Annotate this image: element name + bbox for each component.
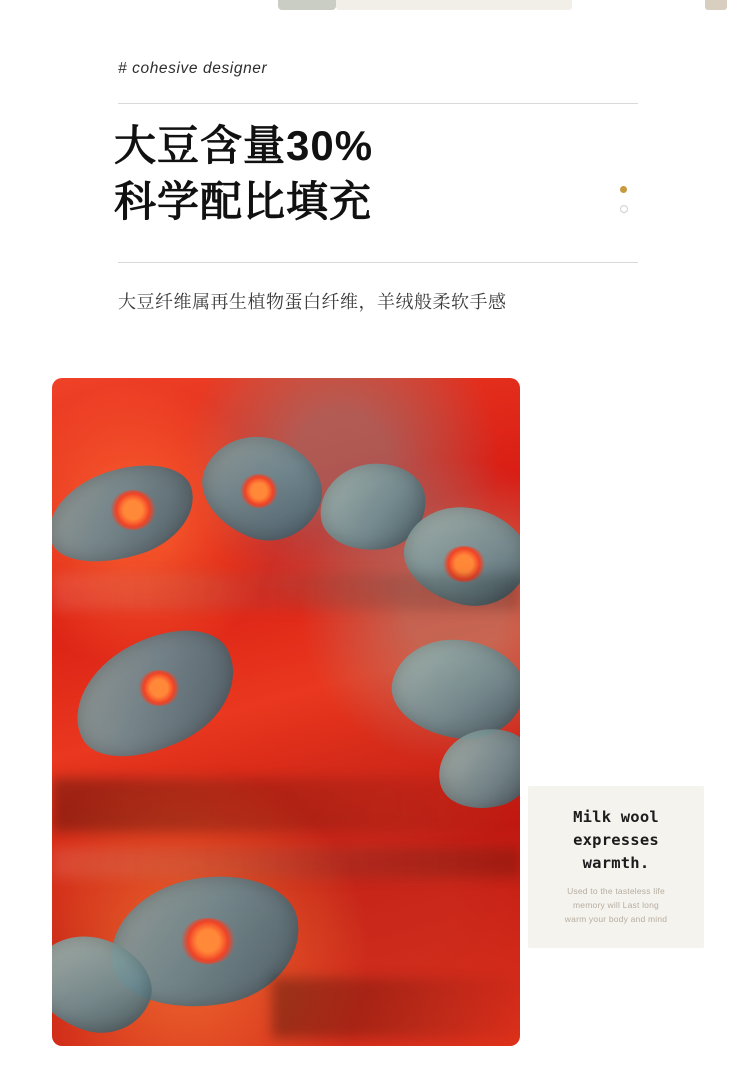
top-cutoff-strip (0, 0, 750, 14)
caption-title-line-3: warmth. (582, 854, 650, 872)
fabric-texture-image (52, 378, 520, 1046)
caption-body-line-3: warm your body and mind (564, 914, 668, 924)
leaf-core (138, 670, 180, 706)
leaf-core (180, 918, 236, 964)
caption-body-line-1: Used to the tasteless life (567, 886, 665, 896)
fabric-fold (272, 978, 520, 1038)
caption-title-line-2: expresses (573, 831, 659, 849)
divider-top (118, 103, 638, 104)
leaf-core (110, 490, 156, 530)
slide-indicator[interactable] (620, 186, 634, 225)
leaf-core (240, 474, 278, 508)
fabric-fold (52, 778, 520, 832)
indicator-dot-2[interactable] (620, 205, 628, 213)
eyebrow-label: # cohesive designer (118, 60, 268, 77)
page-title (114, 118, 634, 230)
divider-bottom (118, 262, 638, 263)
subtitle-text: 大豆纤维属再生植物蛋白纤维，羊绒般柔软手感 (118, 292, 507, 312)
caption-body-line-2: memory will Last long (573, 900, 659, 910)
fabric-fold (52, 574, 520, 610)
caption-title (528, 806, 704, 875)
caption-body (528, 884, 704, 926)
top-chip-green (278, 0, 336, 10)
top-chip-tan (705, 0, 727, 10)
product-photo (52, 378, 520, 1046)
indicator-dot-1[interactable] (620, 186, 627, 193)
fabric-fold (52, 848, 520, 878)
caption-card (528, 786, 704, 948)
headline-line-1: 大豆含量30% (114, 122, 374, 169)
caption-title-line-1: Milk wool (573, 808, 659, 826)
top-chip-cream (336, 0, 572, 10)
headline-line-2: 科学配比填充 (114, 178, 373, 225)
